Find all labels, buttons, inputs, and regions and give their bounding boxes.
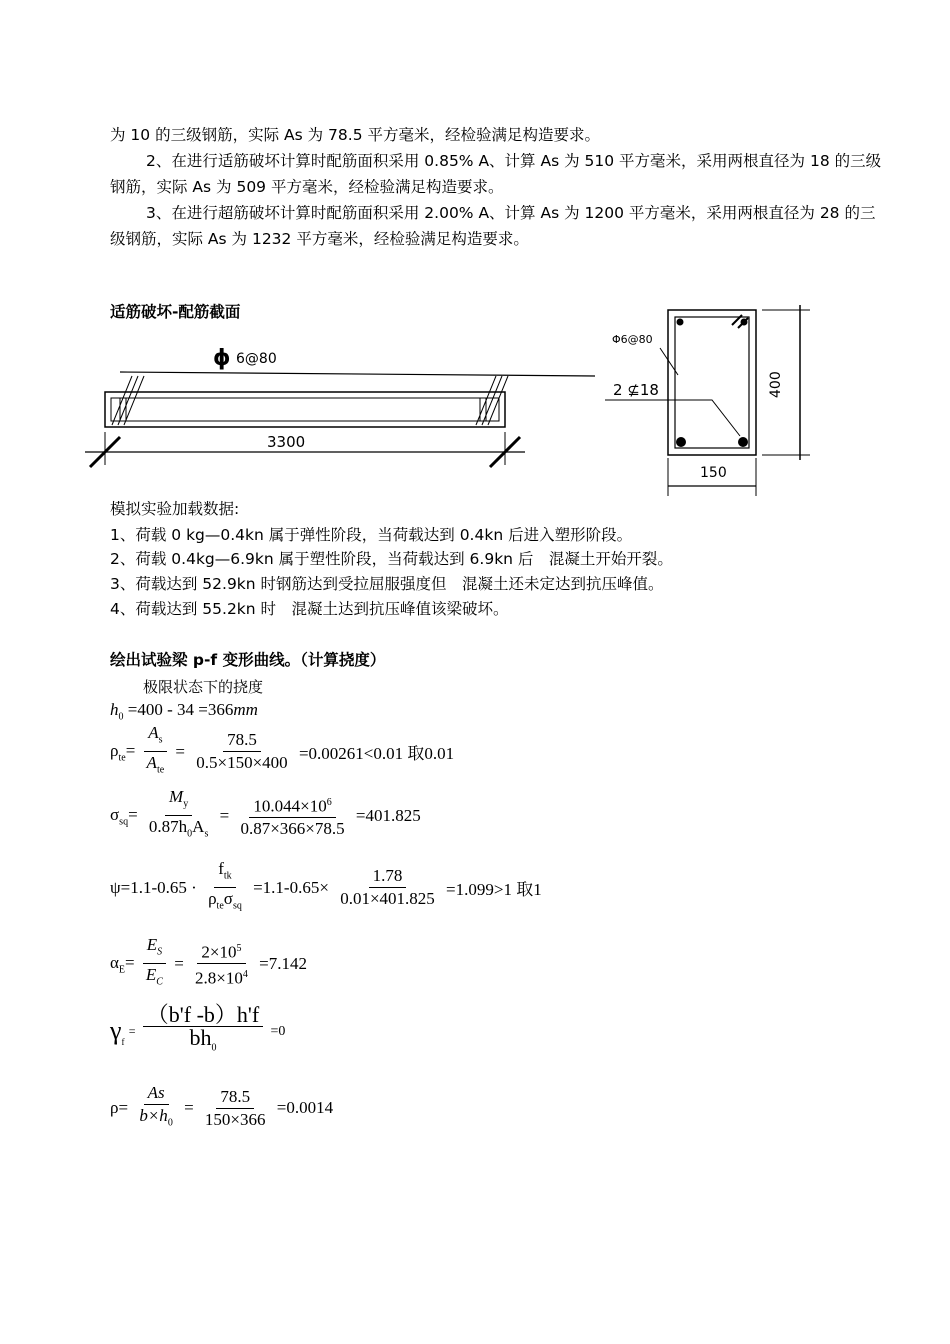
section-width-label: 150 [700, 465, 727, 481]
cross-section-drawing [600, 300, 820, 500]
formula-h0: $h_0 =400 - 34 =366mm$ [110, 700, 258, 723]
section-bar-label: 2 ⊈18 [613, 381, 659, 399]
loading-item-4: 4、荷载达到 55.2kn 时 混凝土达到抗压峰值该梁破坏。 [110, 600, 509, 618]
beam-stirrup-label: 6@80 [236, 351, 277, 367]
loading-item-2: 2、荷载 0.4kg—6.9kn 属于塑性阶段，当荷载达到 6.9kn 后 混凝土开始开裂。 [110, 550, 673, 568]
section-stirrup-label: Φ6@80 [612, 333, 653, 346]
section-title: 适筋破坏-配筋截面 [110, 303, 241, 321]
formula-rho-te: $\rho_{te}=$ $\frac{A_s}{A_{te}}$ = $\frac{78.5}{0.5\times 150\times 400}$ =0.00261<0.01 取0.01 [110, 723, 455, 776]
formula-gamma-f: $\gamma_f$ = $\frac{(b'f -b)h'f}{bh_0}$ =0 [110, 1002, 286, 1054]
intro-paragraph-2: 2、在进行适筋破坏计算时配筋面积采用 0.85% A、计算 As 为 510 平方毫米，采用两根直径为 18 的三级钢筋，实际 As 为 509 平方毫米，经检验满足构造要求。 [110, 152, 882, 196]
loading-title: 模拟实验加载数据: [110, 500, 240, 518]
formula-alpha-e: $\alpha_E=$ $\frac{E_S}{E_C}$ = $\frac{2\times 10^5}{2.8\times 10^4}$ =7.142 [110, 935, 307, 989]
intro-line-1: 为 10 的三级钢筋，实际 As 为 78.5 平方毫米，经检验满足构造要求。 [110, 126, 600, 144]
loading-item-3: 3、荷载达到 52.9kn 时钢筋达到受拉屈服强度但 混凝土还未定达到抗压峰值。 [110, 575, 664, 593]
formula-sigma-sq: $\sigma_{sq}=$ $\frac{M_y}{0.87h_0A_s}$ = $\frac{10.044\times 10^6}{0.87\times 366\times 78.5}$ =401.825 [110, 787, 421, 840]
curve-title: 绘出试验梁 p-f 变形曲线。（计算挠度） [110, 651, 386, 669]
section-height-label: 400 [768, 371, 784, 398]
formula-psi: ψ=1.1-0.65 · $\frac{f_{tk}}{\rho_{te}\sigma_{sq}}$ =1.1-0.65× $\frac{1.78}{0.01\times 401.825}$ =1.099>1 取1 [110, 859, 542, 912]
beam-elevation-drawing [80, 340, 610, 480]
beam-span-label: 3300 [267, 433, 306, 451]
formula-rho: ρ= $\frac{As}{b\times h_0}$ = $\frac{78.5}{150\times 366}$ =0.0014 [110, 1083, 334, 1129]
loading-item-1: 1、荷载 0 kg—0.4kn 属于弹性阶段，当荷载达到 0.4kn 后进入塑形阶段。 [110, 526, 633, 544]
deflection-subtitle: 极限状态下的挠度 [143, 680, 264, 696]
beam-stirrup-symbol: ϕ [213, 346, 231, 371]
intro-paragraph-3: 3、在进行超筋破坏计算时配筋面积采用 2.00% A、计算 As 为 1200 平方毫米，采用两根直径为 28 的三级钢筋，实际 As 为 1232 平方毫米，经检验满足构造要求。 [110, 204, 876, 248]
